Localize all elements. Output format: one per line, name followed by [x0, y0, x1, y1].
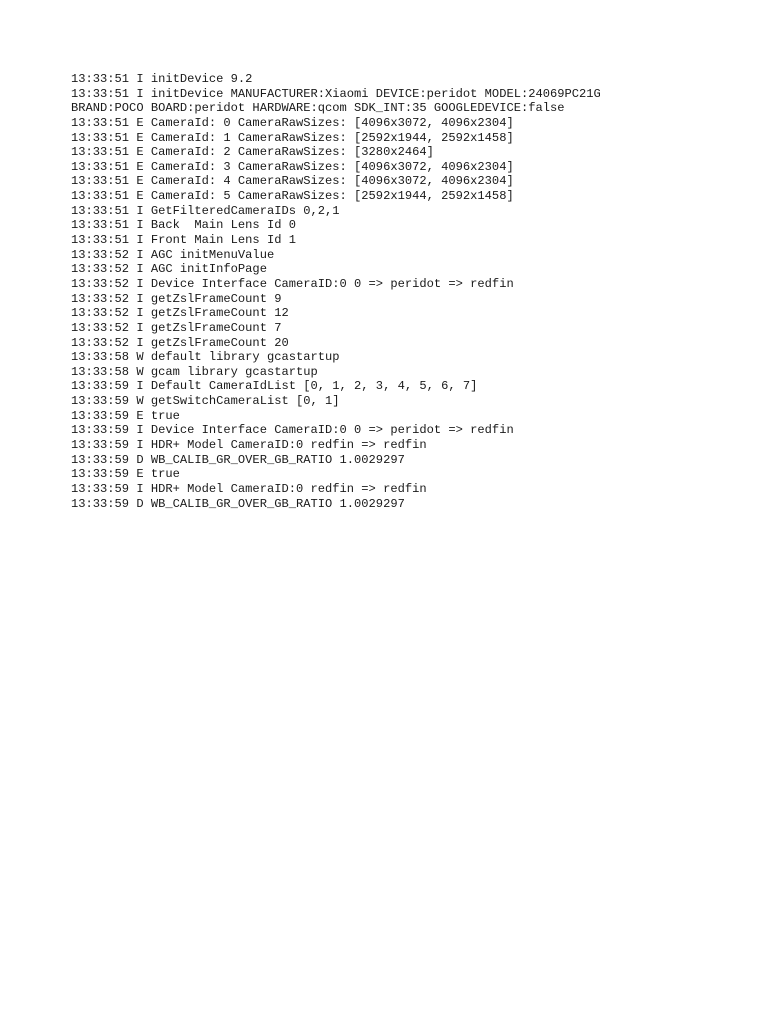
log-line: 13:33:51 E CameraId: 3 CameraRawSizes: [4096x3072, 4096x2304]: [71, 159, 514, 174]
log-line: 13:33:51 E CameraId: 1 CameraRawSizes: [2592x1944, 2592x1458]: [71, 130, 514, 145]
log-line: 13:33:51 I GetFilteredCameraIDs 0,2,1: [71, 203, 340, 218]
log-line: 13:33:58 W default library gcastartup: [71, 350, 340, 365]
log-line: 13:33:51 I Front Main Lens Id 1: [71, 233, 296, 248]
log-output: [71, 72, 601, 511]
log-line: 13:33:59 E true: [71, 467, 180, 482]
log-line: 13:33:52 I AGC initMenuValue: [71, 247, 275, 262]
log-line: 13:33:51 E CameraId: 2 CameraRawSizes: [3280x2464]: [71, 145, 434, 160]
log-line: 13:33:58 W gcam library gcastartup: [71, 364, 318, 379]
log-line: 13:33:52 I Device Interface CameraID:0 0 => peridot => redfin: [71, 276, 514, 291]
log-line: 13:33:59 I Default CameraIdList [0, 1, 2, 3, 4, 5, 6, 7]: [71, 379, 478, 394]
log-line: 13:33:52 I AGC initInfoPage: [71, 262, 267, 277]
log-line: 13:33:59 E true: [71, 408, 180, 423]
log-line: 13:33:51 E CameraId: 5 CameraRawSizes: [2592x1944, 2592x1458]: [71, 189, 514, 204]
log-line: 13:33:52 I getZslFrameCount 12: [71, 306, 289, 321]
log-line: 13:33:51 I Back Main Lens Id 0: [71, 218, 296, 233]
log-line: 13:33:59 D WB_CALIB_GR_OVER_GB_RATIO 1.0029297: [71, 452, 405, 467]
log-line: BRAND:POCO BOARD:peridot HARDWARE:qcom SDK_INT:35 GOOGLEDEVICE:false: [71, 101, 565, 116]
log-line: 13:33:59 D WB_CALIB_GR_OVER_GB_RATIO 1.0029297: [71, 496, 405, 511]
log-line: 13:33:59 I HDR+ Model CameraID:0 redfin => redfin: [71, 438, 427, 453]
log-line: 13:33:51 I initDevice MANUFACTURER:Xiaomi DEVICE:peridot MODEL:24069PC21G: [71, 86, 601, 101]
log-line: 13:33:59 I Device Interface CameraID:0 0 => peridot => redfin: [71, 423, 514, 438]
log-line: 13:33:52 I getZslFrameCount 9: [71, 291, 282, 306]
log-line: 13:33:59 I HDR+ Model CameraID:0 redfin => redfin: [71, 481, 427, 496]
log-line: 13:33:52 I getZslFrameCount 7: [71, 320, 282, 335]
log-line: 13:33:59 W getSwitchCameraList [0, 1]: [71, 394, 340, 409]
log-line: 13:33:51 I initDevice 9.2: [71, 72, 253, 86]
log-line: 13:33:52 I getZslFrameCount 20: [71, 335, 289, 350]
log-line: 13:33:51 E CameraId: 0 CameraRawSizes: [4096x3072, 4096x2304]: [71, 115, 514, 130]
log-line: 13:33:51 E CameraId: 4 CameraRawSizes: [4096x3072, 4096x2304]: [71, 174, 514, 189]
